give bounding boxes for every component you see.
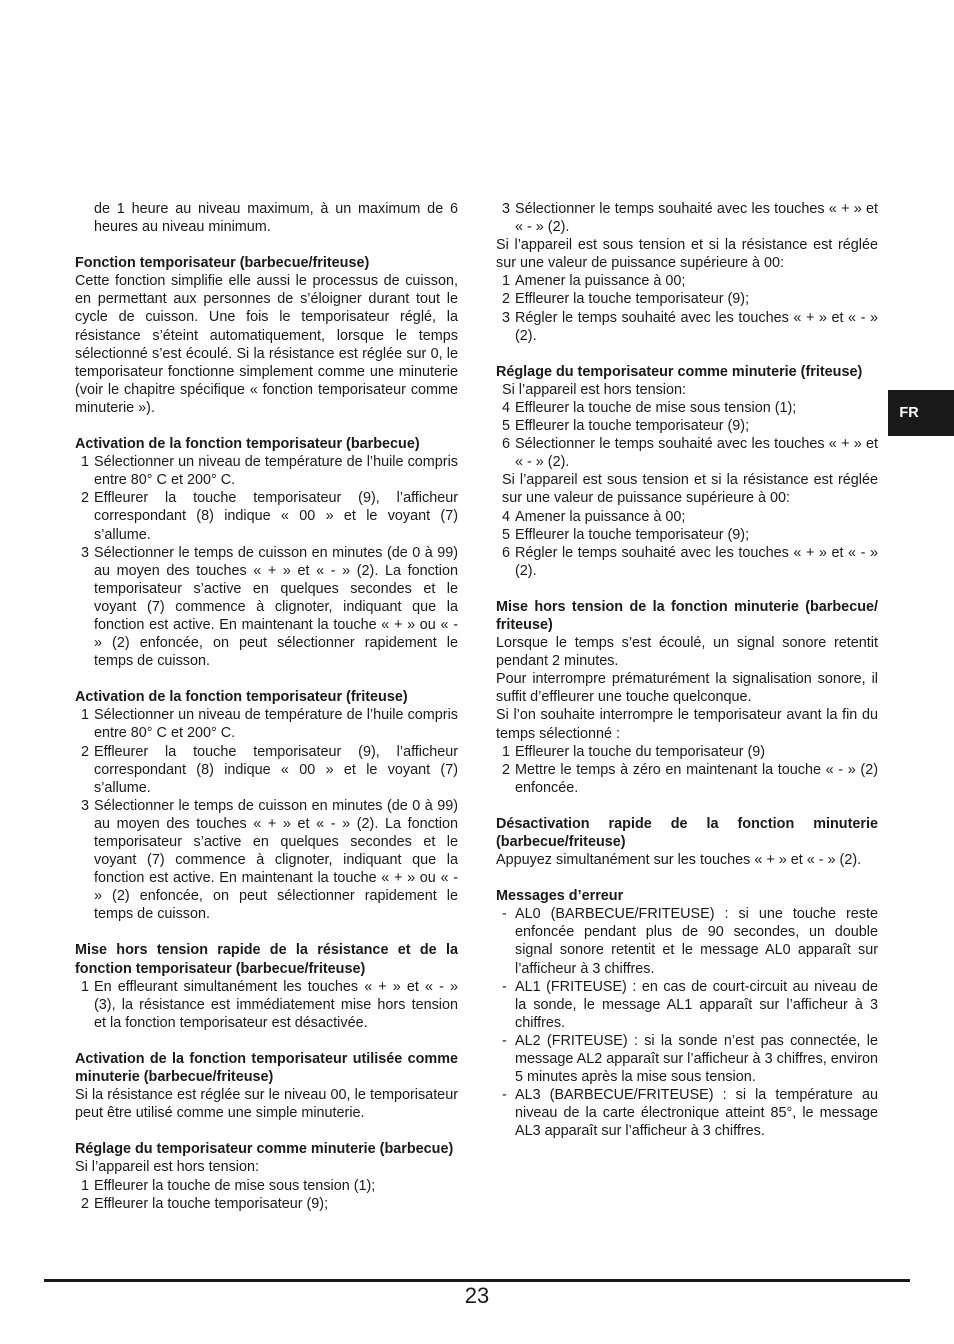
list-item: 2 Effleurer la touche temporisateur (9);: [81, 1195, 329, 1212]
section-body: Cette fonction simplifie elle aussi le processus de cuisson, en permettant aux personnes de s’éloigner durant tout le cycle de cuisson. Une fois le temporisateur réglé, la résistance s’éteint automatiquement, lorsque le temps sélectionné s’est écoulé. Si la résistance est réglée sur 0, le temporisateur fonctionne simplement comme une minuterie (voir le chapitre spécifique « fonction temporisateur comme minuterie »).: [75, 273, 458, 416]
error-item: - AL0 (BARBECUE/FRITEUSE) : si une touche reste enfoncée pendant plus de 90 secondes, un double signal sonore retentit et le message AL0 apparaît sur l’afficheur à 3 chiffres.: [502, 906, 878, 977]
section-title: Mise hors tension de la fonction minuterie (barbecue/ friteuse): [496, 598, 878, 633]
error-item: - AL3 (BARBECUE/FRITEUSE) : si la température au niveau de la carte électronique atteint 85°, le message AL3 apparaît sur l’afficheur à 3 chiffres.: [502, 1087, 878, 1140]
section-title: Mise hors tension rapide de la résistance et de la fonction temporisateur (barbecue/friteuse): [75, 942, 458, 977]
list-item: 5 Effleurer la touche temporisateur (9);: [502, 526, 750, 543]
language-tab: FR: [888, 390, 954, 436]
section-body: Lorsque le temps s’est écoulé, un signal sonore retentit pendant 2 minutes.: [496, 635, 878, 670]
list-item: 6 Régler le temps souhaité avec les touches « + » et « - » (2).: [502, 544, 878, 579]
list-item: 1 En effleurant simultanément les touches « + » et « - » (3), la résistance est immédiatement mise hors tension et la fonction temporisateur est désactivée.: [81, 978, 458, 1031]
list-item: 1 Amener la puissance à 00;: [502, 273, 686, 290]
section-title: Réglage du temporisateur comme minuterie (friteuse): [496, 363, 863, 380]
section-title: Messages d’erreur: [496, 888, 624, 905]
list-item: 4 Effleurer la touche de mise sous tension (1);: [502, 399, 797, 416]
list-item: 1 Sélectionner un niveau de température de l’huile compris entre 80° C et 200° C.: [81, 707, 458, 742]
list-item: 2 Mettre le temps à zéro en maintenant la touche « - » (2) enfoncée.: [502, 761, 878, 796]
section-title: Réglage du temporisateur comme minuterie (barbecue): [75, 1141, 454, 1158]
section-lead: Si l’appareil est hors tension:: [75, 1159, 259, 1176]
section-lead: Si l’appareil est sous tension et si la résistance est réglée sur une valeur de puissance supérieure à 00:: [502, 472, 878, 507]
list-item: 2 Effleurer la touche temporisateur (9), l’afficheur correspondant (8) indique « 00 » et le voyant (7) s’allume.: [81, 743, 458, 796]
list-item: 1 Sélectionner un niveau de température de l’huile compris entre 80° C et 200° C.: [81, 454, 458, 489]
list-item: 3 Sélectionner le temps de cuisson en minutes (de 0 à 99) au moyen des touches « + » et « - » (2). La fonction temporisateur s’active en quelques secondes et le voyant (7) commence à clignoter, indiquant que la fonction est active. En maintenant la touche « + » ou « - » (2) enfoncée, on peut sélectionner rapidement le temps de cuisson.: [81, 544, 458, 670]
right-column: [496, 200, 878, 1141]
page-number: 23: [464, 1283, 490, 1308]
left-column: [75, 200, 458, 1213]
list-item: 1 Effleurer la touche de mise sous tension (1);: [81, 1177, 376, 1194]
section-body: Si l’on souhaite interrompre le temporisateur avant la fin du temps sélectionné :: [496, 707, 878, 742]
section-lead: Si l’appareil est sous tension et si la résistance est réglée sur une valeur de puissance supérieure à 00:: [496, 237, 878, 272]
section-title: Activation de la fonction temporisateur (friteuse): [75, 689, 408, 706]
section-lead: Si l’appareil est hors tension:: [502, 381, 686, 398]
section-body: Si la résistance est réglée sur le niveau 00, le temporisateur peut être utilisé comme une simple minuterie.: [75, 1087, 458, 1122]
list-item: 3 Sélectionner le temps souhaité avec les touches « + » et « - » (2).: [502, 201, 878, 236]
list-item: 4 Amener la puissance à 00;: [502, 508, 686, 525]
section-title: Activation de la fonction temporisateur (barbecue): [75, 436, 420, 453]
list-item: 3 Sélectionner le temps de cuisson en minutes (de 0 à 99) au moyen des touches « + » et « - » (2). La fonction temporisateur s’active en quelques secondes et le voyant (7) commence à clignoter, indiquant que la fonction est active. En maintenant la touche « + » ou « - » (2) enfoncée, on peut sélectionner rapidement le temps de cuisson.: [81, 797, 458, 923]
list-item: 2 Effleurer la touche temporisateur (9);: [502, 291, 750, 308]
list-item: 3 Régler le temps souhaité avec les touches « + » et « - » (2).: [502, 309, 878, 344]
error-item: - AL1 (FRITEUSE) : en cas de court-circuit au niveau de la sonde, le message AL1 apparaît sur l’afficheur à 3 chiffres.: [502, 978, 878, 1031]
intro-paragraph: de 1 heure au niveau maximum, à un maximum de 6 heures au niveau minimum.: [94, 201, 458, 236]
section-body: Pour interrompre prématurément la signalisation sonore, il suffit d’effleurer une touche quelconque.: [496, 671, 878, 706]
list-item: 1 Effleurer la touche du temporisateur (9): [502, 743, 766, 760]
section-title: Désactivation rapide de la fonction minuterie (barbecue/friteuse): [496, 815, 878, 850]
list-item: 2 Effleurer la touche temporisateur (9), l’afficheur correspondant (8) indique « 00 » et le voyant (7) s’allume.: [81, 490, 458, 543]
list-item: 5 Effleurer la touche temporisateur (9);: [502, 418, 750, 435]
section-body: Appuyez simultanément sur les touches « + » et « - » (2).: [496, 852, 862, 869]
section-title: Activation de la fonction temporisateur utilisée comme minuterie (barbecue/friteuse): [75, 1050, 458, 1086]
list-item: 6 Sélectionner le temps souhaité avec les touches « + » et « - » (2).: [502, 436, 878, 471]
section-title: Fonction temporisateur (barbecue/friteuse): [75, 255, 370, 272]
error-item: - AL2 (FRITEUSE) : si la sonde n’est pas connectée, le message AL2 apparaît sur l’afficheur à 3 chiffres, environ 5 minutes après la mise sous tension.: [502, 1032, 878, 1086]
